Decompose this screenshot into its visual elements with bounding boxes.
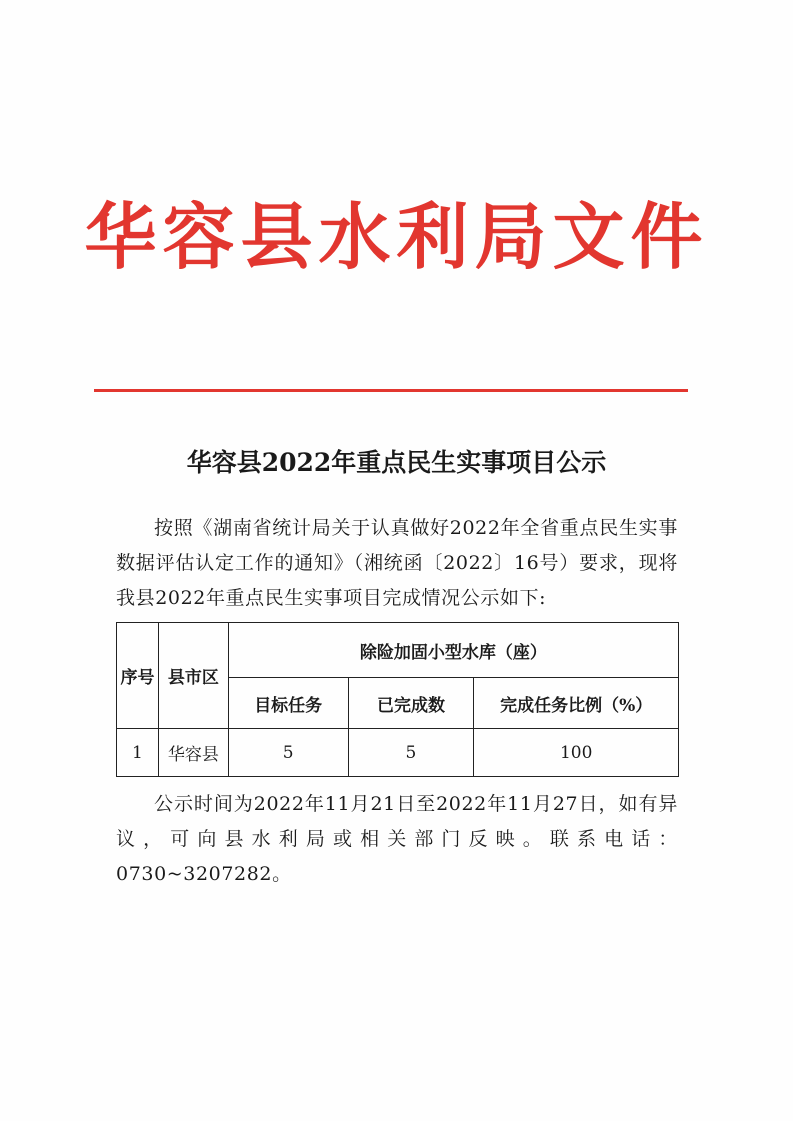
cell-done: 5 (348, 729, 474, 777)
header-target: 目标任务 (228, 678, 348, 729)
closing-paragraph: 公示时间为2022年11月21日至2022年11月27日，如有异议，可向县水利局或相关部门反映。联系电话：0730~3207282。 (116, 793, 678, 885)
cell-county: 华容县 (158, 729, 228, 777)
header-ratio: 完成任务比例（%） (474, 678, 679, 729)
red-divider-line (94, 389, 688, 392)
cell-index: 1 (117, 729, 159, 777)
header-index: 序号 (117, 623, 159, 729)
document-title: 华容县2022年重点民生实事项目公示 (186, 448, 607, 477)
header-project: 除险加固小型水库（座） (228, 623, 678, 678)
cell-target: 5 (228, 729, 348, 777)
header-county: 县市区 (158, 623, 228, 729)
cell-ratio: 100 (474, 729, 679, 777)
header-done: 已完成数 (348, 678, 474, 729)
statistics-table (116, 622, 679, 777)
table-row (117, 729, 679, 777)
intro-paragraph: 按照《湖南省统计局关于认真做好2022年全省重点民生实事数据评估认定工作的通知》（湘统函〔2022〕16号）要求，现将我县2022年重点民生实事项目完成情况公示如下: (116, 517, 678, 609)
masthead-title: 华容县水利局文件 (84, 194, 709, 279)
table-header-row (117, 623, 679, 678)
